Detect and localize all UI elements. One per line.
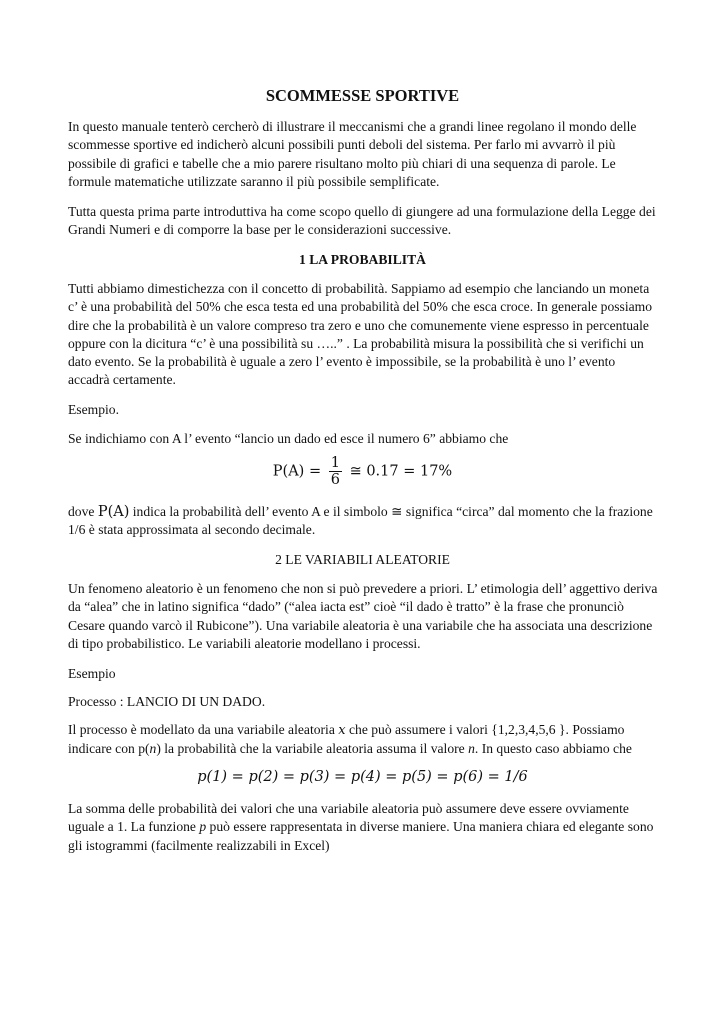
p2-var-n2: n: [468, 741, 475, 757]
dice-probability-formula: p(1) = p(2) = p(3) = p(4) = p(5) = p(6) = 1/6: [197, 769, 528, 785]
section-1-paragraph-3: [68, 503, 658, 540]
p2-text-d: . In questo caso abbiamo che: [474, 741, 632, 757]
intro-paragraph-2: Tutta questa prima parte introduttiva ha come scopo quello di giungere ad una formulazione della Legge dei Grandi Numeri e di comporre la base per le considerazioni successive.: [68, 204, 656, 238]
section-2-example-label: Esempio: [68, 666, 116, 681]
section-2-heading: 2 LE VARIABILI ALEATORIE: [275, 552, 450, 567]
section-1-paragraph-2: Se indichiamo con A l’ evento “lancio un dado ed esce il numero 6” abbiamo che: [68, 431, 509, 446]
section-1-heading: 1 LA PROBABILITÀ: [299, 252, 426, 267]
section-2-paragraph-3: [68, 800, 658, 855]
section-1-paragraph-1: Tutti abbiamo dimestichezza con il concetto di probabilità. Sappiamo ad esempio che lanciando un moneta c’ è una probabilità del 50% che esca testa ed una probabilità del 50% che esca croce. In generale possiamo dire che la probabilità è un valore compreso tra zero e uno che comunemente viene espresso in percentuale oppure con la dicitura “c’ è una possibilità su …..” . La probabilità misura la possibilità che si verifichi un dato evento. Se la probabilità è uguale a zero l’ evento è impossibile, se la probabilità è uno l’ evento accadrà certamente.: [68, 281, 653, 388]
section-2-paragraph-2: [68, 721, 658, 759]
p3-pre: dove: [68, 504, 98, 519]
p3-post: indica la probabilità dell’ evento A e il simbolo ≅ significa “circa” dal momento che la frazione 1/6 è stata approssimata al secondo decimale.: [68, 504, 653, 538]
page-title: SCOMMESSE SPORTIVE: [265, 86, 460, 105]
formula-rhs: ≅ 0.17 = 17%: [349, 463, 453, 480]
section-2-process: Processo : LANCIO DI UN DADO.: [68, 694, 266, 709]
section-1-example-label: Esempio.: [68, 402, 119, 417]
p3-text-b: può essere rappresentata in diverse maniere. Una maniera chiara ed elegante sono gli istogrammi (facilmente realizzabili in Excel): [68, 819, 654, 853]
section-2-paragraph-1: Un fenomeno aleatorio è un fenomeno che non si può prevedere a priori. L’ etimologia dell’ aggettivo deriva da “alea” che in latino significa “dado” (“alea iacta est” cioè “il dado è tratto” è la frase che pronunciò Cesare quando varcò il Rubicone”). Una variabile aleatoria è una variabile che ha associata una descrizione di tipo probabilistico. Le variabili aleatorie modellano i processi.: [68, 581, 658, 651]
probability-formula: [0, 455, 725, 488]
p2-var-n1: n: [149, 741, 157, 757]
formula-lhs: P(A) =: [272, 463, 322, 480]
formula-fraction: [329, 455, 342, 488]
fraction-numerator: 1: [330, 455, 340, 471]
p2-text-b: che può assumere i valori {1,2,3,4,5,6 }. Possiamo indicare con p(: [68, 722, 625, 757]
intro-paragraph-1: In questo manuale tenterò cercherò di illustrare il meccanismi che a grandi linee regolano il mondo delle scommesse sportive ed indicherò alcuni possibili punti deboli del sistema. Per farlo mi avvarrò il più possibile di grafici e tabelle che a mio parere risultano molto più chiari di una sequenza di parole. Le formule matematiche utilizzate saranno il più possibile semplificate.: [68, 119, 637, 189]
p3-math: P(A): [97, 504, 130, 520]
p3-text-a: La somma delle probabilità dei valori che una variabile aleatoria può assumere deve essere ovviamente uguale a 1. La funzione: [68, 801, 629, 835]
p2-text-c: ) la probabilità che la variabile aleatoria assuma il valore: [156, 741, 469, 757]
p2-text-a: Il processo è modellato da una variabile aleatoria: [68, 722, 339, 737]
fraction-denominator: 6: [330, 472, 340, 488]
p3-var-p: p: [199, 819, 207, 835]
p2-var-x: x: [338, 723, 346, 738]
